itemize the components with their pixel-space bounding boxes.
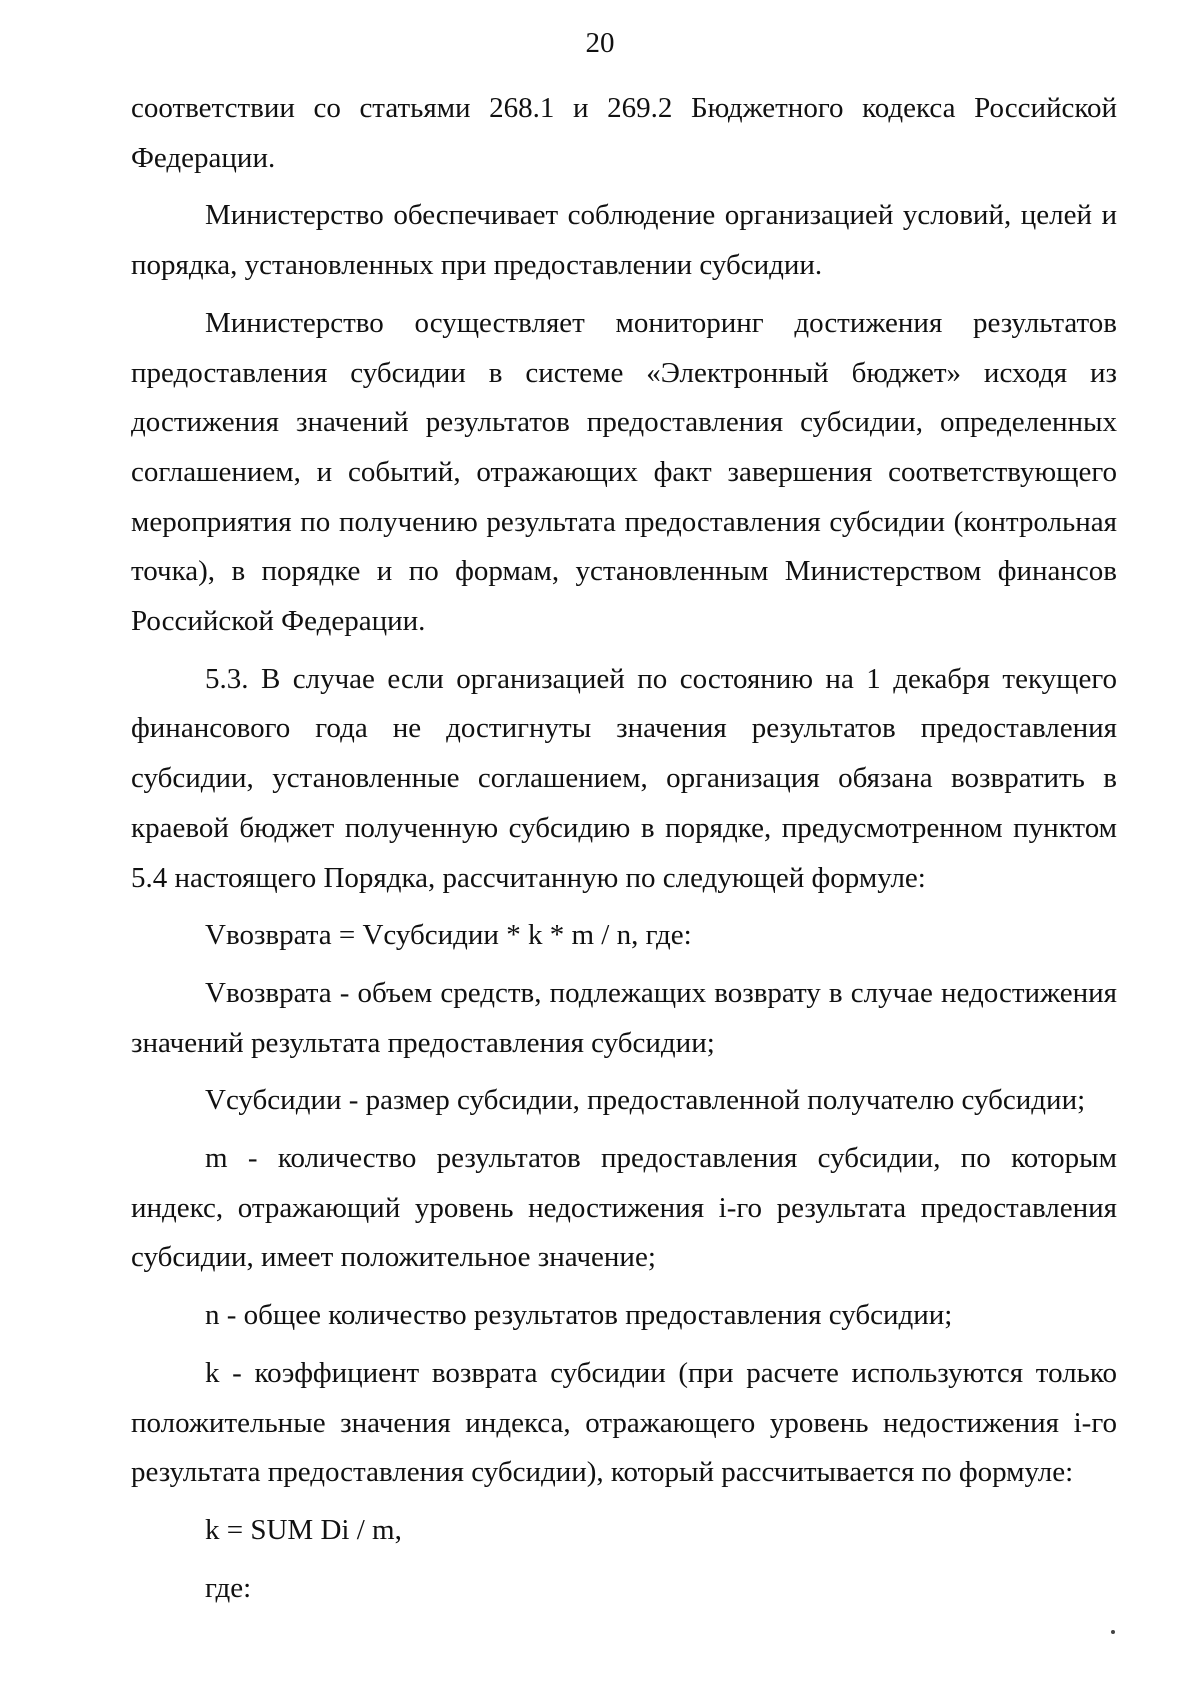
- paragraph-clause-5-3: 5.3. В случае если организацией по состоянию на 1 декабря текущего финансового года не достигнуты значения результатов предоставления субсидии, установленные соглашением, организация обязана возвратить в краевой бюджет полученную субсидию в порядке, предусмотренном пунктом 5.4 настоящего Порядка, рассчитанную по следующей формуле:: [131, 662, 1117, 894]
- paragraph-continuation: соответствии со статьями 268.1 и 269.2 Бюджетного кодекса Российской Федерации.: [131, 92, 1117, 174]
- paragraph-ministry-monitoring: Министерство осуществляет мониторинг достижения результатов предоставления субсидии в системе «Электронный бюджет» исходя из достижения значений результатов предоставления субсидии, определенных соглашением, и событий, отражающих факт завершения соответствующего мероприятия по получению результата предоставления субсидии (контрольная точка), в порядке и по формам, установленным Министерством финансов Российской Федерации.: [131, 306, 1117, 638]
- definition-m: m - количество результатов предоставления субсидии, по которым индекс, отражающий уровень недостижения i-го результата предоставления субсидии, имеет положительное значение;: [131, 1142, 1117, 1274]
- document-body: [131, 84, 1117, 1613]
- formula-return-volume: Vвозврата = Vсубсидии * k * m / n, где:: [205, 919, 692, 952]
- paragraph-ministry-compliance: Министерство обеспечивает соблюдение организацией условий, целей и порядка, установленных при предоставлении субсидии.: [131, 199, 1117, 282]
- formula-k: k = SUM Di / m,: [205, 1513, 402, 1546]
- scan-speck: [1111, 1630, 1115, 1634]
- definition-v-subsidy: Vсубсидии - размер субсидии, предоставленной получателю субсидии;: [205, 1084, 1086, 1117]
- where-label: где:: [205, 1571, 252, 1604]
- definition-k: k - коэффициент возврата субсидии (при расчете используются только положительные значения индекса, отражающего уровень недостижения i-го результата предоставления субсидии), который рассчитывается по формуле:: [131, 1356, 1117, 1489]
- definition-n: n - общее количество результатов предоставления субсидии;: [205, 1299, 953, 1332]
- page-number: 20: [585, 27, 615, 59]
- definition-v-return: Vвозврата - объем средств, подлежащих возврату в случае недостижения значений результата предоставления субсидии;: [131, 976, 1117, 1059]
